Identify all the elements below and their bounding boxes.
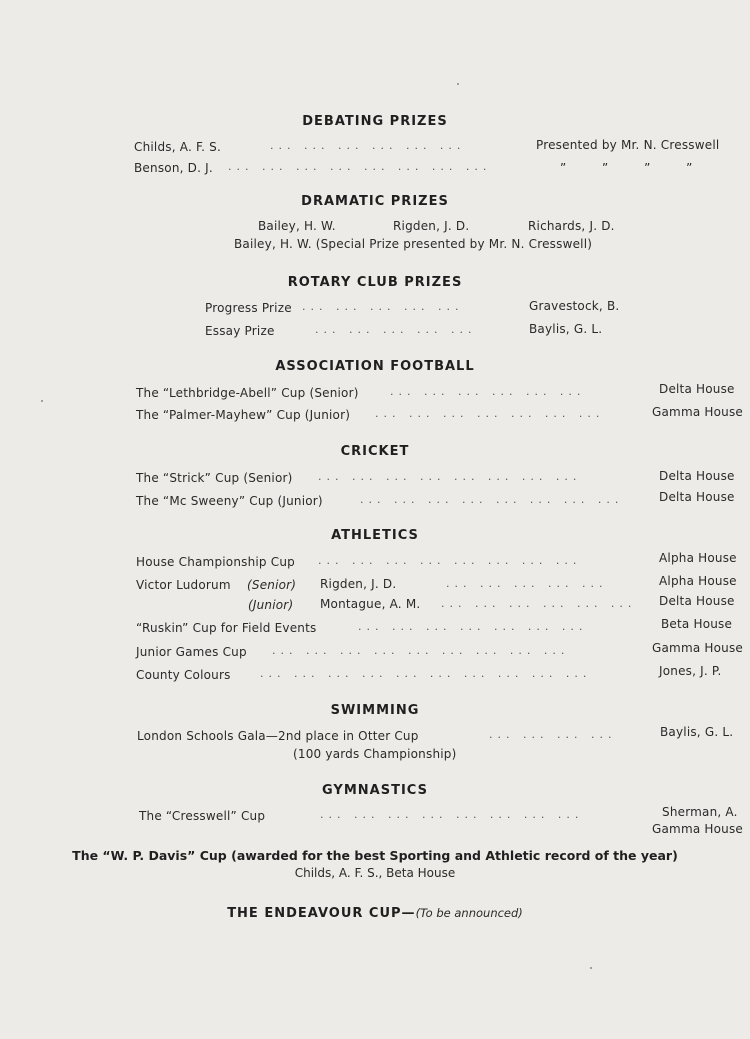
dramatic-name-3: Richards, J. D. (528, 219, 615, 233)
dot-leader: ... ... ... ... ... ... (390, 385, 586, 398)
rotary-essay-winner: Baylis, G. L. (529, 322, 603, 336)
gymnastics-cup-house: Gamma House (652, 822, 744, 836)
dot-leader: ... ... ... ... ... ... (441, 597, 637, 610)
athletics-senior-tag: (Senior) (247, 578, 297, 592)
cricket-senior-winner: Delta House (659, 469, 735, 483)
debating-row1-award: Presented by Mr. N. Cresswell (536, 138, 720, 152)
paper-speck (590, 967, 592, 969)
athletics-junior-games-winner: Gamma House (652, 641, 744, 655)
rotary-progress-label: Progress Prize (205, 301, 292, 315)
debating-row2-ditto: ” ” ” ” (560, 161, 709, 175)
dot-leader: ... ... ... ... ... ... ... ... ... (272, 644, 570, 657)
endeavour-note: (To be announced) (415, 906, 523, 920)
cricket-junior-label: The “Mc Sweeny” Cup (Junior) (136, 494, 323, 508)
dramatic-name-1: Bailey, H. W. (258, 219, 336, 233)
athletics-house-cup-label: House Championship Cup (136, 555, 295, 569)
football-senior-winner: Delta House (659, 382, 735, 396)
dot-leader: ... ... ... ... ... ... ... (358, 620, 588, 633)
debating-row1-name: Childs, A. F. S. (134, 140, 222, 154)
davis-cup-title: The “W. P. Davis” Cup (awarded for the best Sporting and Athletic record of the year) (72, 848, 678, 863)
football-heading: ASSOCIATION FOOTBALL (275, 359, 475, 374)
athletics-senior-name: Rigden, J. D. (320, 577, 397, 591)
dot-leader: ... ... ... ... ... ... ... ... (320, 808, 584, 821)
swimming-heading: SWIMMING (330, 703, 420, 718)
cricket-junior-winner: Delta House (659, 490, 735, 504)
dot-leader: ... ... ... ... ... ... ... ... (318, 554, 582, 567)
dot-leader: ... ... ... ... (489, 728, 617, 741)
athletics-junior-name: Montague, A. M. (320, 597, 421, 611)
athletics-victor-label: Victor Ludorum (136, 578, 231, 592)
davis-cup-winner: Childs, A. F. S., Beta House (294, 866, 456, 880)
gymnastics-cup-label: The “Cresswell” Cup (139, 809, 266, 823)
athletics-junior-games-label: Junior Games Cup (136, 645, 247, 659)
cricket-senior-label: The “Strick” Cup (Senior) (136, 471, 293, 485)
dot-leader: ... ... ... ... ... ... ... ... (360, 493, 624, 506)
rotary-progress-winner: Gravestock, B. (529, 299, 620, 313)
gymnastics-heading: GYMNASTICS (322, 783, 428, 798)
football-senior-label: The “Lethbridge-Abell” Cup (Senior) (136, 386, 359, 400)
paper-speck (41, 400, 43, 402)
dot-leader: ... ... ... ... ... ... ... ... (228, 160, 492, 173)
dot-leader: ... ... ... ... ... ... ... ... ... ... (260, 667, 592, 680)
football-junior-winner: Gamma House (652, 405, 744, 419)
rotary-heading: ROTARY CLUB PRIZES (287, 275, 463, 290)
debating-row2-name: Benson, D. J. (134, 161, 213, 175)
swimming-gala-label: London Schools Gala—2nd place in Otter Cup (137, 729, 419, 743)
dot-leader: ... ... ... ... ... ... ... ... (318, 470, 582, 483)
athletics-junior-winner: Delta House (659, 594, 735, 608)
athletics-ruskin-winner: Beta House (661, 617, 733, 631)
athletics-ruskin-label: “Ruskin” Cup for Field Events (136, 621, 317, 635)
athletics-senior-winner: Alpha House (659, 574, 737, 588)
dramatic-special: Bailey, H. W. (Special Prize presented by Mr. N. Cresswell) (234, 237, 593, 251)
dramatic-name-2: Rigden, J. D. (393, 219, 470, 233)
football-junior-label: The “Palmer-Mayhew” Cup (Junior) (136, 408, 351, 422)
athletics-junior-tag: (Junior) (248, 598, 294, 612)
dramatic-heading: DRAMATIC PRIZES (301, 194, 449, 209)
athletics-heading: ATHLETICS (331, 528, 419, 543)
endeavour-line (0, 906, 750, 921)
cricket-heading: CRICKET (340, 444, 410, 459)
athletics-house-cup-winner: Alpha House (659, 551, 737, 565)
debating-heading: DEBATING PRIZES (302, 114, 448, 129)
endeavour-title: THE ENDEAVOUR CUP— (227, 906, 416, 921)
dot-leader: ... ... ... ... ... (446, 577, 608, 590)
dot-leader: ... ... ... ... ... (315, 323, 477, 336)
dot-leader: ... ... ... ... ... (302, 300, 464, 313)
swimming-gala-sub: (100 yards Championship) (293, 747, 457, 761)
swimming-gala-winner: Baylis, G. L. (660, 725, 734, 739)
gymnastics-cup-winner: Sherman, A. (662, 805, 738, 819)
dot-leader: ... ... ... ... ... ... ... (375, 407, 605, 420)
rotary-essay-label: Essay Prize (205, 324, 275, 338)
paper-speck (457, 83, 459, 85)
dot-leader: ... ... ... ... ... ... (270, 139, 466, 152)
athletics-county-winner: Jones, J. P. (659, 664, 722, 678)
athletics-county-label: County Colours (136, 668, 231, 682)
